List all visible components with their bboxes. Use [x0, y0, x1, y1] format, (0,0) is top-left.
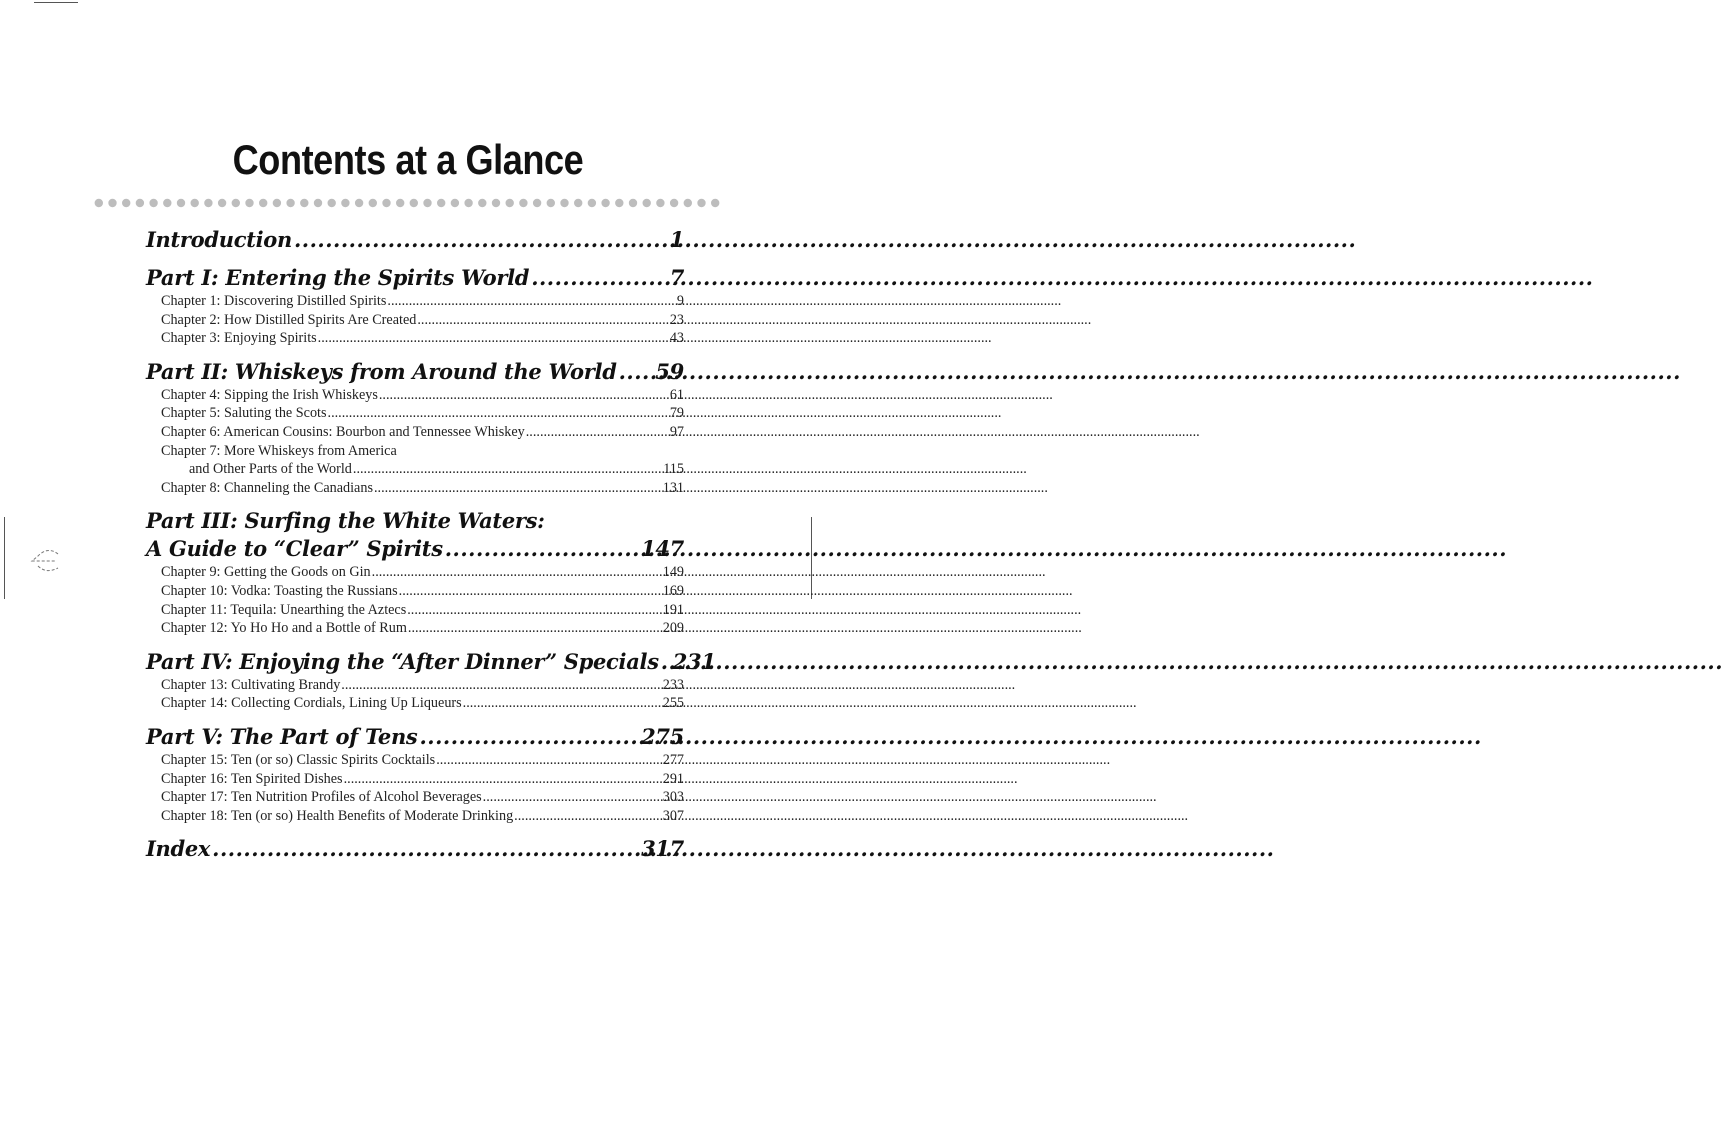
- divider-dot: [177, 199, 185, 207]
- chapter-page: 209: [662, 620, 684, 637]
- divider-dot: [588, 199, 596, 207]
- chapter-title: Chapter 5: Saluting the Scots: [161, 405, 327, 422]
- chapter-title: Chapter 15: Ten (or so) Classic Spirits Cocktails: [161, 751, 436, 768]
- divider-dot: [191, 199, 199, 207]
- divider-dot: [684, 199, 692, 207]
- dot-leader: [661, 648, 671, 676]
- chapter-page: 233: [662, 676, 684, 693]
- part-title: Part I: Entering the Spirits World: [146, 265, 530, 290]
- part-title: Introduction: [146, 227, 292, 252]
- dot-leader: [417, 311, 668, 330]
- chapter-page: 79: [669, 405, 684, 422]
- chapter-title: Chapter 3: Enjoying Spirits: [161, 330, 317, 347]
- chapter-page: 191: [662, 601, 684, 618]
- divider-dot: [163, 199, 171, 207]
- crop-mark-top: [34, 2, 78, 3]
- divider-dot: [547, 199, 555, 207]
- chapter-title: Chapter 13: Cultivating Brandy: [161, 676, 341, 693]
- toc-chapter[interactable]: [161, 601, 684, 620]
- toc-chapter[interactable]: [161, 311, 684, 330]
- divider-dot: [396, 199, 404, 207]
- dot-leader: [294, 226, 668, 254]
- toc-chapter[interactable]: [161, 563, 684, 582]
- dot-leader: [483, 788, 662, 807]
- dot-leader: [399, 582, 662, 601]
- part-page: 317: [641, 836, 684, 862]
- divider-dot: [533, 199, 541, 207]
- divider-dot: [286, 199, 294, 207]
- part-page: 231: [672, 648, 716, 674]
- divider-dot: [149, 199, 157, 207]
- chapter-list: [146, 386, 684, 498]
- dot-leader: [318, 329, 669, 348]
- divider-dot: [273, 199, 281, 207]
- divider-dot: [136, 199, 144, 207]
- chapter-title: Chapter 10: Vodka: Toasting the Russians: [161, 582, 398, 599]
- dot-leader: [372, 563, 662, 582]
- divider-dot: [369, 199, 377, 207]
- divider-dot: [245, 199, 253, 207]
- dot-leader: [328, 404, 669, 423]
- chapter-page: 43: [669, 330, 684, 347]
- divider-dot: [218, 199, 226, 207]
- chapter-page: 9: [676, 293, 684, 309]
- toc-chapter[interactable]: [161, 404, 684, 423]
- chapter-title: Chapter 6: American Cousins: Bourbon and Tennessee Whiskey: [161, 423, 525, 440]
- chapter-list: [146, 676, 684, 713]
- divider-dot: [300, 199, 308, 207]
- divider-dot: [341, 199, 349, 207]
- toc-part-3[interactable]: [146, 535, 684, 563]
- part-page: 1: [669, 227, 684, 252]
- dot-leader: [436, 751, 662, 770]
- chapter-page: 255: [662, 695, 684, 712]
- part-title-line1[interactable]: Part III: Surfing the White Waters:: [146, 508, 545, 534]
- divider-dot: [451, 199, 459, 207]
- divider-dot: [437, 199, 445, 207]
- divider-dot: [122, 199, 130, 207]
- dot-leader: [344, 770, 662, 789]
- dot-leader: [212, 835, 639, 863]
- divider-dot: [711, 199, 719, 207]
- chapter-title: Chapter 16: Ten Spirited Dishes: [161, 770, 343, 787]
- divider-dot: [643, 199, 651, 207]
- dot-leader: [341, 676, 661, 695]
- divider-dot: [314, 199, 322, 207]
- chapter-title: Chapter 1: Discovering Distilled Spirits: [161, 293, 387, 309]
- divider-dot: [382, 199, 390, 207]
- chapter-title: Chapter 17: Ten Nutrition Profiles of Alcohol Beverages: [161, 789, 482, 806]
- divider-dot: [615, 199, 623, 207]
- divider-dot: [232, 199, 240, 207]
- part-title: Part IV: Enjoying the “After Dinner” Specials: [146, 648, 659, 674]
- part-page: 7: [669, 265, 684, 290]
- dot-leader: [619, 358, 654, 386]
- divider-dot: [629, 199, 637, 207]
- chapter-title: Chapter 18: Ten (or so) Health Benefits of Moderate Drinking: [161, 807, 514, 824]
- chapter-title: Chapter 11: Tequila: Unearthing the Aztecs: [161, 601, 407, 618]
- divider-dot: [423, 199, 431, 207]
- chapter-page: 23: [669, 311, 684, 328]
- dot-leader: [531, 264, 668, 292]
- dot-leader: [445, 535, 639, 563]
- chapter-page: 291: [662, 770, 684, 787]
- toc-part-5[interactable]: [146, 723, 684, 751]
- toc-chapter[interactable]: [161, 386, 684, 405]
- part-title: Part V: The Part of Tens: [146, 723, 418, 749]
- divider-dot: [355, 199, 363, 207]
- page-title: Contents at a Glance: [232, 136, 584, 183]
- dot-leader: [374, 479, 662, 498]
- divider-dot: [656, 199, 664, 207]
- dot-leader: [353, 460, 662, 479]
- toc-chapter[interactable]: [161, 807, 684, 826]
- part-page: 59: [655, 358, 684, 384]
- toc-part-2[interactable]: [146, 358, 684, 386]
- chapter-page: 277: [662, 751, 684, 768]
- chapter-title: Chapter 4: Sipping the Irish Whiskeys: [161, 386, 378, 403]
- divider-dot: [519, 199, 527, 207]
- chapter-page: 307: [662, 807, 684, 824]
- toc-chapter[interactable]: [161, 619, 684, 638]
- toc-chapter[interactable]: [161, 582, 684, 601]
- dot-leader: [526, 423, 669, 442]
- chapter-page: 115: [663, 461, 684, 478]
- part-title: Part II: Whiskeys from Around the World: [146, 358, 617, 384]
- toc-part-4[interactable]: [146, 648, 716, 676]
- chapter-page: 97: [669, 423, 684, 440]
- toc-chapter[interactable]: [161, 460, 684, 479]
- chapter-title: Chapter 9: Getting the Goods on Gin: [161, 564, 371, 581]
- chapter-list: [146, 751, 684, 825]
- crop-mark-left: [4, 517, 5, 599]
- chapter-title: Chapter 12: Yo Ho Ho and a Bottle of Rum: [161, 620, 407, 637]
- toc-chapter[interactable]: [161, 479, 684, 498]
- divider-dot: [506, 199, 514, 207]
- toc-chapter[interactable]: [161, 423, 684, 442]
- chapter-page: 303: [662, 789, 684, 806]
- toc-chapter[interactable]: [161, 292, 684, 311]
- toc-part-1[interactable]: [146, 264, 684, 292]
- chapter-title: Chapter 8: Channeling the Canadians: [161, 479, 373, 496]
- chapter-page: 169: [662, 582, 684, 599]
- toc-chapter[interactable]: [161, 694, 684, 713]
- dot-leader: [463, 694, 662, 713]
- divider-dot: [108, 199, 116, 207]
- divider-dot: [204, 199, 212, 207]
- divider-dot: [464, 199, 472, 207]
- toc-part-introduction[interactable]: [146, 226, 684, 254]
- dot-leader: [419, 723, 639, 751]
- chapter-title: Chapter 2: How Distilled Spirits Are Created: [161, 311, 417, 328]
- dot-leader: [407, 601, 661, 620]
- chapter-title-line2: and Other Parts of the World: [189, 461, 352, 478]
- divider-dot: [328, 199, 336, 207]
- chapter-title-line1[interactable]: Chapter 7: More Whiskeys from America: [161, 442, 397, 459]
- divider-dot: [478, 199, 486, 207]
- toc-chapter[interactable]: [161, 788, 684, 807]
- toc-chapter[interactable]: [161, 770, 684, 789]
- chapter-page: 149: [662, 564, 684, 581]
- dotted-divider: [92, 197, 722, 209]
- divider-dot: [601, 199, 609, 207]
- toc-chapter[interactable]: [161, 676, 684, 695]
- chapter-list: [146, 292, 684, 348]
- dot-leader: [379, 386, 669, 405]
- part-title: Index: [146, 836, 211, 862]
- divider-dot: [492, 199, 500, 207]
- toc-chapter[interactable]: [161, 329, 684, 348]
- divider-dot: [410, 199, 418, 207]
- dot-leader: [514, 807, 662, 826]
- divider-dot: [259, 199, 267, 207]
- divider-dot: [574, 199, 582, 207]
- divider-dot: [560, 199, 568, 207]
- registration-mark: [28, 548, 62, 574]
- toc-index[interactable]: [146, 835, 684, 863]
- divider-dot: [95, 199, 103, 207]
- table-of-contents: [146, 226, 716, 863]
- divider-dot: [670, 199, 678, 207]
- part-page: 147: [641, 536, 684, 562]
- chapter-page: 61: [669, 386, 684, 403]
- chapter-list: [146, 563, 684, 637]
- toc-chapter[interactable]: [161, 751, 684, 770]
- chapter-title: Chapter 14: Collecting Cordials, Lining Up Liqueurs: [161, 695, 462, 712]
- part-title-line2: A Guide to “Clear” Spirits: [146, 536, 443, 562]
- divider-dot: [697, 199, 705, 207]
- dot-leader: [408, 619, 662, 638]
- chapter-page: 131: [662, 479, 684, 496]
- part-page: 275: [641, 723, 684, 749]
- dot-leader: [387, 292, 676, 311]
